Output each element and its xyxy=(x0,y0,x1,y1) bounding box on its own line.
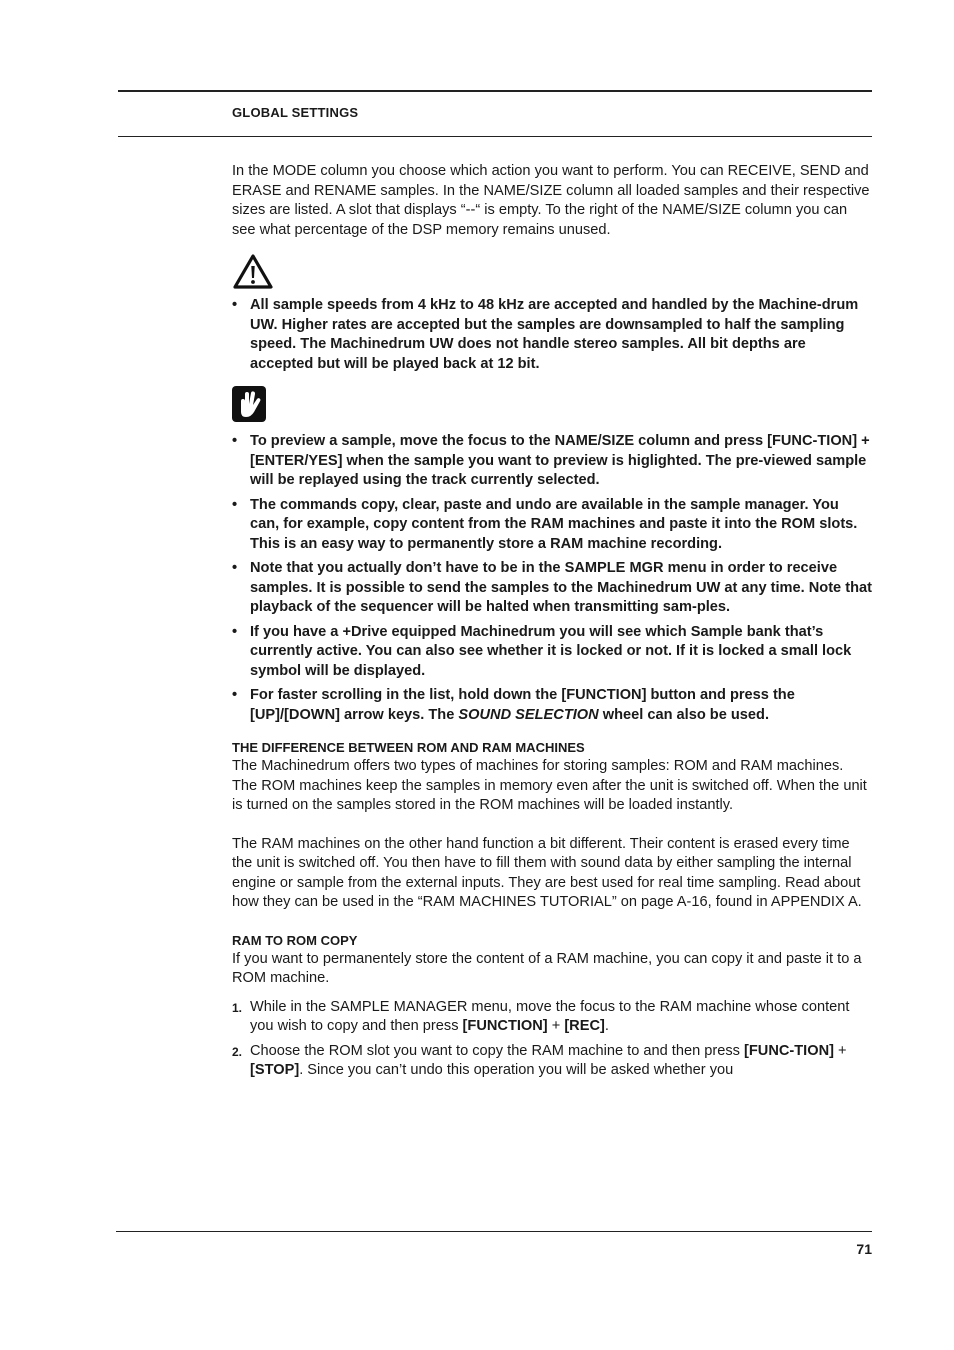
list-item: • Note that you actually don’t have to be in the SAMPLE MGR menu in order to receive samples. It is possible to send the samples to the Machinedrum UW at any time. Note that playback of the sequencer will be halted when transmitting sam-ples. xyxy=(232,560,872,615)
list-item: • To preview a sample, move the focus to the NAME/SIZE column and press [FUNC-TION] + [ENTER/YES] when the sample you want to preview is higlighted. The pre-viewed sample will be replayed using the track currently selected. xyxy=(232,433,870,488)
tip-bullet-list xyxy=(232,432,872,725)
list-item: • If you have a +Drive equipped Machinedrum you will see which Sample bank that’s currently active. You can also see whether it is locked or not. If it is locked a small lock symbol will be displayed. xyxy=(232,623,852,679)
footer-rule xyxy=(116,1231,872,1232)
header-top-rule xyxy=(118,90,872,92)
ram-to-rom-paragraph: If you want to permanentely store the content of a RAM machine, you can copy it and paste it to a ROM machine. xyxy=(232,950,862,986)
running-header: GLOBAL SETTINGS xyxy=(232,105,359,120)
intro-paragraph: In the MODE column you choose which action you want to perform. You can RECEIVE, SEND and ERASE and RENAME samples. In the NAME/SIZE column all loaded samples and their respective sizes are listed. A slot that displays “--“ is empty. To the right of the NAME/SIZE column you can see what percentage of the DSP memory remains unused. xyxy=(232,163,870,238)
page-body xyxy=(232,162,872,1086)
list-item: • All sample speeds from 4 kHz to 48 kHz are accepted and handled by the Machine-drum UW. Higher rates are accepted but the samples are downsampled to half the sampling speed. The Machinedrum UW does not handle stereo samples. All bit depths are accepted but will be played back at 12 bit. xyxy=(232,297,859,372)
list-item: 2. Choose the ROM slot you want to copy the RAM machine to and then press [FUNC-TION] + [STOP]. Since you can’t undo this operation you will be asked whether you xyxy=(232,1042,847,1078)
rom-ram-paragraph-1: The Machinedrum offers two types of machines for storing samples: ROM and RAM machines. The ROM machines keep the samples in memory even after the unit is switched off. When the unit is turned on the samples stored in the ROM machines will be loaded instantly. xyxy=(232,758,867,813)
hand-tip-icon xyxy=(232,386,266,422)
ram-to-rom-steps xyxy=(232,998,872,1081)
sound-selection-emphasis: SOUND SELECTION xyxy=(458,706,599,723)
section-title-rom-ram: THE DIFFERENCE BETWEEN ROM AND RAM MACHINES xyxy=(232,740,585,755)
warning-bullet-list xyxy=(232,296,872,374)
section-title-ram-to-rom: RAM TO ROM COPY xyxy=(232,932,358,948)
rom-ram-paragraph-2: The RAM machines on the other hand function a bit different. Their content is erased every time the unit is switched off. You then have to fill them with sound data by either sampling the internal engine or sample from the external inputs. They are best used for real time sampling. Read about how they can be used in the “RAM MACHINES TUTORIAL” on page A-16, found in APPENDIX A. xyxy=(232,835,862,910)
page-number: 71 xyxy=(856,1241,872,1257)
list-item: 1. While in the SAMPLE MANAGER menu, move the focus to the RAM machine whose content you wish to copy and then press [FUNCTION] + [REC]. xyxy=(232,998,850,1034)
list-item: • The commands copy, clear, paste and undo are available in the sample manager. You can, for example, copy content from the RAM machines and paste it into the ROM slots. This is an easy way to permanently store a RAM machine recording. xyxy=(232,496,858,552)
warning-triangle-icon xyxy=(232,253,274,291)
list-item: • For faster scrolling in the list, hold down the [FUNCTION] button and press the [UP]/[DOWN] arrow keys. The SOUND SELECTION wheel can also be used. xyxy=(232,687,795,723)
header-bottom-rule xyxy=(118,136,872,137)
